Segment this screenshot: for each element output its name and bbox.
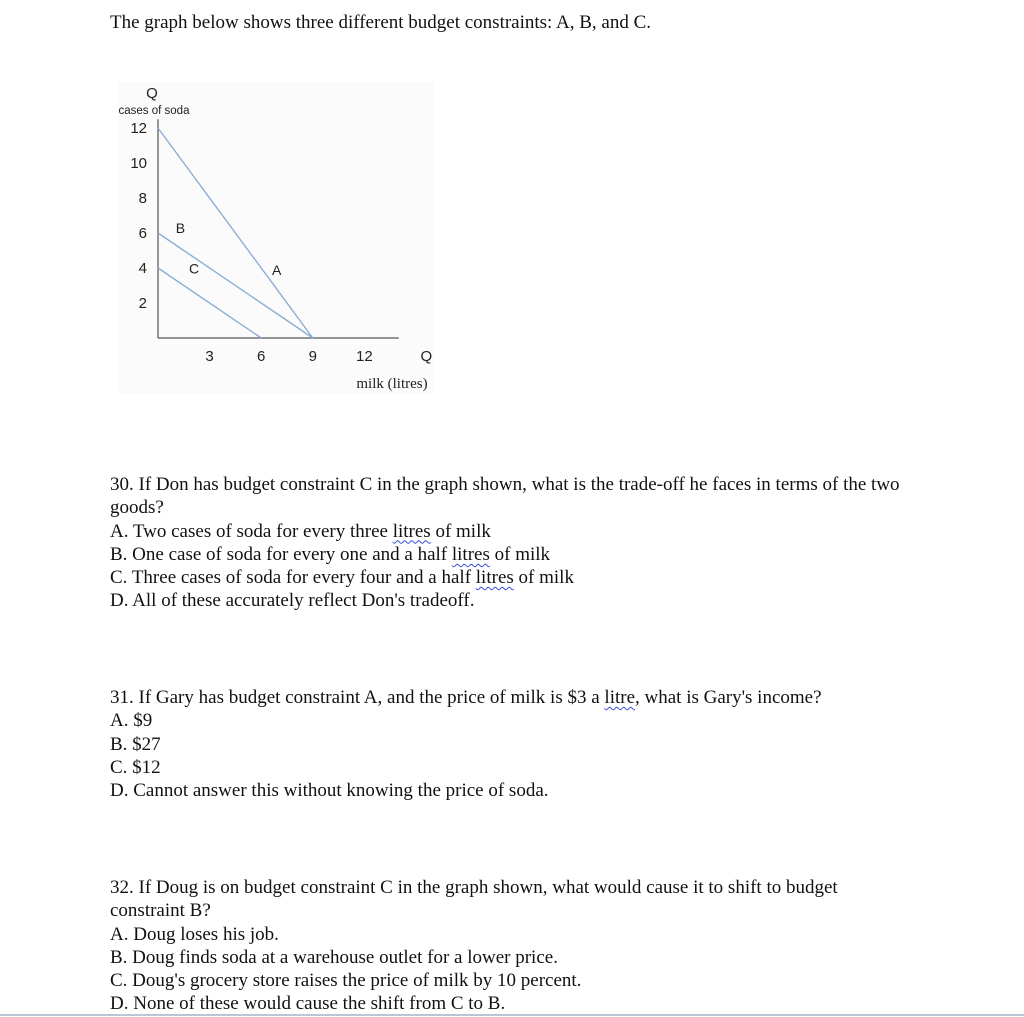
- question-31-option-a[interactable]: A. $9: [110, 710, 153, 732]
- question-32: [110, 876, 910, 1016]
- spellcheck-word: litres: [451, 543, 490, 565]
- y-tick-label: 4: [138, 260, 147, 277]
- intro-text: The graph below shows three different budget constraints: A, B, and C.: [110, 12, 652, 33]
- option-text: of milk: [489, 543, 551, 565]
- series-line-c: [158, 268, 261, 338]
- question-30-option-b[interactable]: [110, 543, 910, 566]
- option-text: A. Two cases of soda for every three: [110, 520, 393, 542]
- x-tick-label: 6: [257, 348, 266, 365]
- question-30-stem: 30. If Don has budget constraint C in the graph shown, what is the trade-off he faces in terms of the two goods?: [110, 474, 900, 519]
- option-text: of milk: [513, 567, 574, 589]
- question-30-option-a[interactable]: [110, 520, 910, 543]
- x-tick-label: 9: [308, 348, 317, 365]
- question-31-option-c[interactable]: C. $12: [110, 756, 161, 778]
- spellcheck-word: litres: [475, 567, 514, 589]
- option-text: of milk: [430, 520, 491, 542]
- question-31-option-b[interactable]: B. $27: [110, 733, 161, 755]
- y-tick-label: 6: [138, 225, 147, 242]
- y-axis-symbol: Q: [146, 85, 158, 102]
- question-32-option-d[interactable]: D. None of these would cause the shift from C to B.: [110, 993, 506, 1015]
- y-tick-label: 10: [130, 155, 147, 172]
- question-30-option-d[interactable]: D. All of these accurately reflect Don's tradeoff.: [110, 590, 475, 612]
- stem-text: 31. If Gary has budget constraint A, and the price of milk is $3 a: [110, 687, 605, 708]
- x-tick-label: 12: [356, 348, 373, 365]
- x-axis-label: milk (litres): [356, 376, 428, 392]
- option-text: C. Three cases of soda for every four and a half: [110, 567, 476, 589]
- y-tick-label: 2: [138, 295, 147, 312]
- page-divider: [0, 1014, 1024, 1016]
- series-label-b: B: [175, 220, 186, 236]
- question-31-option-d[interactable]: D. Cannot answer this without knowing the price of soda.: [110, 780, 549, 802]
- series-label-c: C: [189, 260, 200, 277]
- question-30-option-c[interactable]: [110, 566, 910, 589]
- question-32-option-a[interactable]: A. Doug loses his job.: [110, 923, 279, 945]
- series-line-b: [158, 233, 313, 338]
- graph-svg: [118, 82, 434, 394]
- y-tick-label: 12: [130, 120, 147, 137]
- question-30: [110, 473, 910, 613]
- x-axis-symbol: Q: [420, 348, 433, 365]
- question-32-option-b[interactable]: B. Doug finds soda at a warehouse outlet for a lower price.: [110, 946, 558, 968]
- question-31-stem: [110, 686, 910, 709]
- spellcheck-word: litre: [604, 687, 636, 708]
- spellcheck-word: litres: [392, 520, 431, 542]
- question-31: [110, 686, 910, 802]
- question-32-stem: 32. If Doug is on budget constraint C in the graph shown, what would cause it to shift to budget constraint B?: [110, 877, 838, 922]
- budget-constraint-graph: [118, 82, 434, 394]
- y-tick-label: 8: [138, 190, 147, 207]
- series-label-a: A: [272, 262, 282, 278]
- question-32-option-c[interactable]: C. Doug's grocery store raises the price of milk by 10 percent.: [110, 970, 582, 992]
- option-text: B. One case of soda for every one and a half: [110, 543, 452, 565]
- x-tick-label: 3: [205, 348, 214, 365]
- y-axis-label: cases of soda: [118, 105, 190, 117]
- stem-text: , what is Gary's income?: [635, 687, 822, 708]
